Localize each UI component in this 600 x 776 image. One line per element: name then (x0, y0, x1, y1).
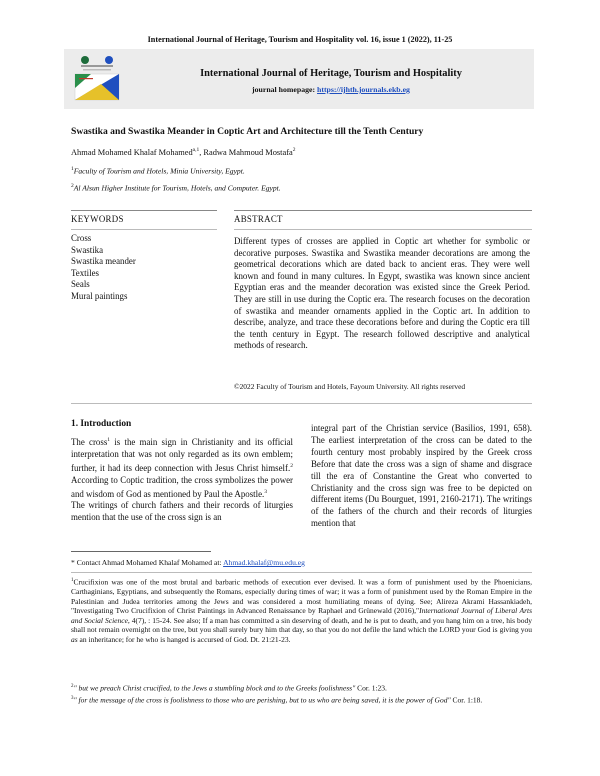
journal-logo-graphic (71, 54, 123, 102)
keyword-item: Seals (71, 279, 90, 290)
footnote-2-quote: " but we preach Christ crucified, to the Jews a stumbling block and to the Greeks foolishness" (73, 683, 356, 693)
author-line (71, 147, 295, 157)
intro-text: According to Coptic tradition, the cross symbolizes the power and wisdom of God as mentioned by Paul the Apostle. (71, 474, 293, 499)
contact-label: Contact Ahmad Mohamed Khalaf Mohamed at: (76, 558, 222, 567)
section-divider (71, 403, 532, 404)
asterisk-icon: * (71, 558, 75, 567)
affiliation-1 (71, 166, 245, 176)
footnote-2-sup: 2 (71, 684, 74, 689)
journal-homepage (130, 85, 532, 94)
abstract-rule (234, 210, 532, 211)
paper-title: Swastika and Swastika Meander in Coptic Art and Architecture till the Tenth Century (71, 126, 424, 137)
footnote-1-text: Crucifixion was one of the most brutal and barbaric methods of execution ever devised. It was a form of punishment used by the Phoenicians, Carthaginians, Egyptians, and subsequently the Romans, especially during times of war; it was a form of punishment used by the Roman Empire in the Palestinian and Judea territories among the Jews and was considered a most humiliating means of dying. See; Alireza Akrami Hassankiadeh, "Investigating Two Crucifixion of Christ Paintings in Advanced Renaissance by Raphael and Grünewald (2016)," (71, 577, 532, 616)
intro-text: is the main sign in Christianity and its official interpretation that was not only regarded as its own emblem; further, it had its deep connection with Jesus Christ himself. (71, 436, 293, 473)
author-2: Radwa Mahmoud Mostafa (203, 147, 293, 157)
footnote-rule (71, 551, 211, 552)
footnote-ref-1: 1 (107, 437, 111, 443)
copyright-notice: ©2022 Faculty of Tourism and Hotels, Fayoum University. All rights reserved (234, 382, 466, 391)
footnote-2-ref: Cor. 1:23. (355, 683, 387, 693)
journal-logo (71, 54, 123, 102)
footnote-ref-2: 2 (290, 462, 293, 469)
running-head: International Journal of Heritage, Tourism and Hospitality vol. 16, issue 1 (2022), 11-25 (147, 35, 453, 44)
affiliation-2-text: Al Alsun Higher Institute for Tourism, Hotels, and Computer. Egypt. (73, 183, 281, 193)
section-heading-introduction: 1. Introduction (71, 419, 132, 429)
journal-title: International Journal of Heritage, Tourism and Hospitality (200, 68, 462, 79)
footnote-divider (71, 572, 532, 573)
keyword-item: Cross (71, 233, 92, 243)
keyword-item: Mural paintings (71, 290, 128, 301)
affiliation-2-sup: 2 (71, 183, 74, 189)
abstract-rule-2 (234, 229, 532, 230)
footnote-1-sup: 1 (71, 578, 74, 583)
keywords-list (71, 233, 136, 303)
abstract-body: Different types of crosses are applied in Coptic art whether for symbolic or decorative purposes. Swastika and Swastika meander decorations are among the geometrical decorations which are dated back to ancient eras. They were well known and found in many cultures. In Egypt, swastika was known since ancient Egyptian eras and the meander decoration was existed since the Greek Period. They are still in use during the Coptic era. The research focuses on the decoration of swastika and meander ornaments applied in the Coptic art. In addition to describe, analyze, and trace these decorations before and during the Coptic era till the tenth century in Egypt. The research followed descriptive and analytical methods of research. (234, 236, 530, 351)
author-1: Ahmad Mohamed Khalaf Mohamed (71, 147, 193, 157)
intro-paragraph-2: The writings of church fathers and their records of liturgies mention that the use of the cross sign is an (71, 500, 293, 523)
keywords-heading: KEYWORDS (71, 214, 124, 224)
keywords-rule (71, 210, 217, 211)
author-2-sup: 2 (292, 147, 296, 153)
keyword-item: Swastika meander (71, 256, 136, 267)
footnote-3-sup: 3 (71, 696, 74, 701)
author-separator: , (199, 147, 204, 157)
footnote-1 (71, 576, 532, 645)
footnote-2 (71, 682, 532, 693)
intro-left-column (71, 435, 293, 524)
intro-right-column: integral part of the Christian service (Basilios, 1991, 658). The earliest interpretation of the cross can be dated to the fourth century most probably inspired by the Greek cross Before that date the cross was a sign of shame and disgrace till the era of Constantine the Great who converted to Christianity and the cross sign was free to be depicted on different items (Du Bourguet, 1991, 2160-2171). The writings of the fathers of the church and their records of liturgies mention that (311, 423, 532, 529)
affiliation-2 (71, 183, 281, 193)
footnote-1-text-c: an inheritance; for he who is hanged is accursed of God. Dt. 21:21-23. (77, 635, 291, 645)
keyword-item: Swastika (71, 244, 104, 255)
contact-email-link[interactable]: Ahmad.khalaf@mu.edu.eg (223, 558, 305, 567)
homepage-link[interactable]: https://ijhth.journals.ekb.eg (317, 85, 410, 94)
footnote-1-text-b: , 4(7), : 15-24. See also; If a man has committed a sin deserving of death, and he is put to death, and you hang him on a tree, his body shall not remain overnight on the tree, but you shall surely bury him that day, so that you do not defile the land which the LORD your God is giving you (71, 615, 532, 635)
homepage-label: journal homepage: (252, 85, 316, 94)
affiliation-1-sup: 1 (71, 166, 74, 172)
footnote-1-journal: International Journal of Liberal Arts and Social Science (71, 606, 533, 625)
author-1-sup: a,1 (192, 147, 200, 153)
footnote-3-quote: " for the message of the cross is foolishness to those who are perishing, but to us who are being saved, it is the power of God" (73, 695, 451, 705)
keywords-rule-2 (71, 229, 217, 230)
footnote-1-italic: as (71, 635, 78, 645)
abstract-heading: ABSTRACT (234, 214, 283, 224)
footnote-ref-3: 3 (264, 488, 268, 495)
journal-banner (64, 49, 534, 109)
intro-text: The cross (71, 436, 108, 447)
corresponding-author (71, 558, 305, 567)
footnote-3-ref: Cor. 1:18. (450, 695, 483, 705)
footnote-3 (71, 694, 532, 705)
affiliation-1-text: Faculty of Tourism and Hotels, Minia University, Egypt. (73, 166, 245, 176)
keyword-item: Textiles (71, 267, 99, 278)
